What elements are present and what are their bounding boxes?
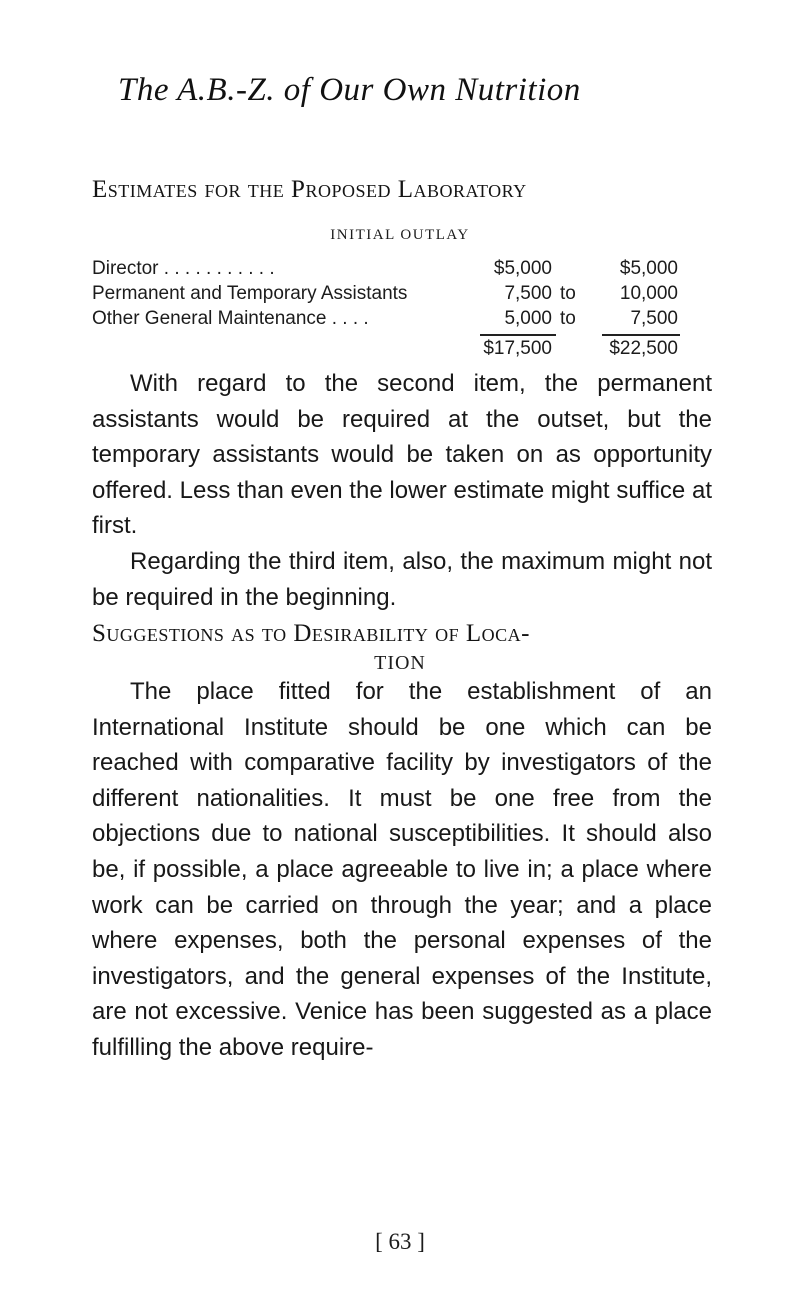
row-high-value: 10,000 [619,283,678,304]
row-label: Director . . . . . . . . . . . [92,258,275,279]
row-label: Permanent and Temporary Assistants [92,283,408,304]
total-rule-low [480,334,556,336]
row-low-value: 7,500 [504,283,552,304]
subheading-initial-outlay: INITIAL OUTLAY [330,227,470,243]
row-high-value: $5,000 [619,258,678,279]
row-low-value: 5,000 [504,308,552,329]
body-paragraph: The place fitted for the establishment of an International Institute should be one which can be reached with comparative facility by investigators of the different nationalities. It must be one free from the objections due to national susceptibilities. It should also be, if possible, a place agreeable to live in; a place where work can be carried on through the year; and a place where expenses, both the personal expenses of the investigators, and the general expenses of the Institute, are not excessive. Venice has been suggested as a place fulfilling the above require- [92,678,712,1061]
total-low-value: $17,500 [483,338,552,359]
body-paragraph: With regard to the second item, the permanent assistants would be required at the outset, but the temporary assistants would be taken on as opportunity offered. Less than even the lower estimate might suffice at first. [92,370,712,540]
total-high-value: $22,500 [609,338,678,359]
row-high-value: 7,500 [630,308,678,329]
row-label: Other General Maintenance . . . . [92,308,369,329]
table-row [92,258,712,284]
table-row [92,283,712,309]
section-title-suggestions-continued: TION [374,652,426,674]
page-number: [ 63 ] [375,1229,425,1254]
running-head: The A.B.-Z. of Our Own Nutrition [118,72,581,108]
row-low-value: $5,000 [493,258,552,279]
section-title-estimates: Estimates for the Proposed Laboratory [92,176,527,203]
table-total-row [92,338,712,364]
table-row [92,308,712,334]
row-to: to [560,283,576,304]
row-to: to [560,308,576,329]
section-title-suggestions: Suggestions as to Desirability of Loca- [92,620,530,647]
body-paragraph: Regarding the third item, also, the maximum might not be required in the beginning. [92,548,712,611]
total-rule-high [602,334,680,336]
